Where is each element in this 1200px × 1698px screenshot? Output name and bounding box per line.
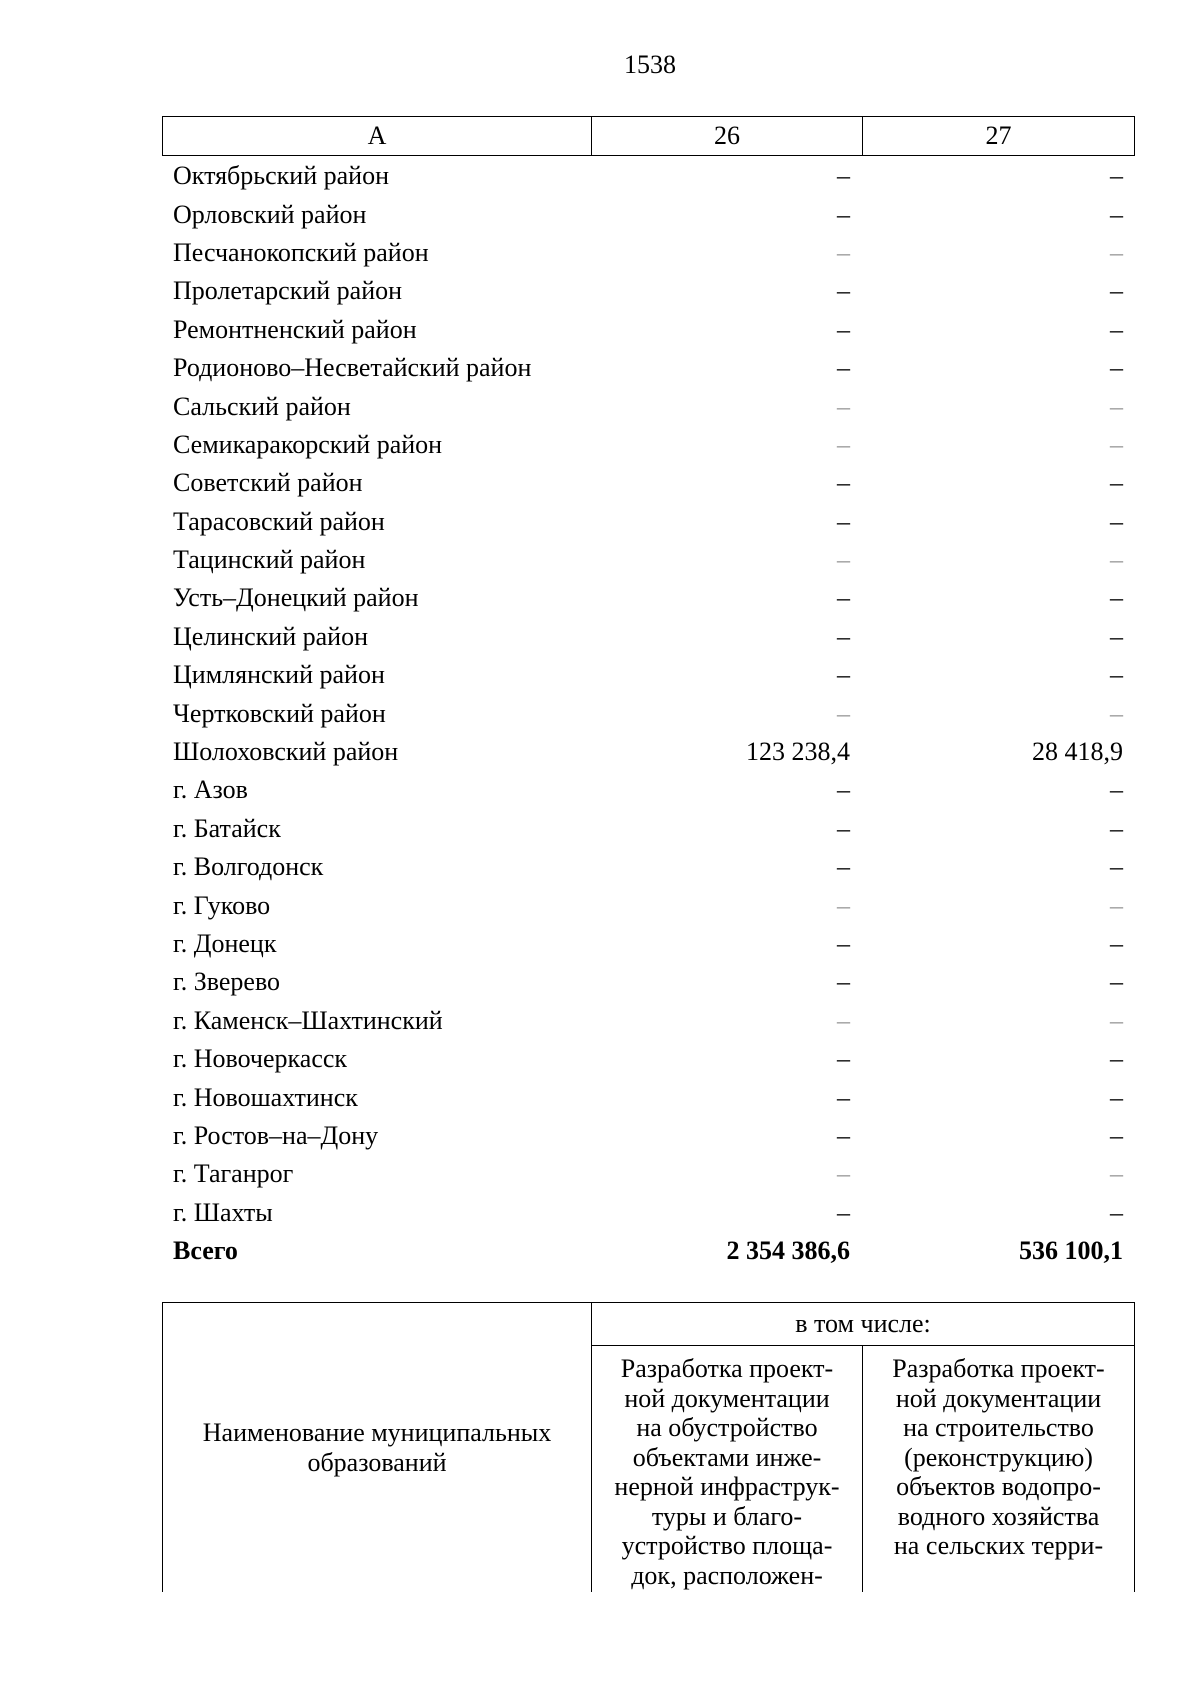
row-value-27: – [1110,1120,1123,1150]
row-name: Шолоховский район [173,737,399,767]
row-name: г. Гуково [173,890,271,920]
table2-subheaders [592,1346,1134,1592]
table-row [162,349,1135,387]
row-value-27: – [1110,813,1123,843]
table2-col-name-line: образований [307,1447,447,1477]
row-value-26: – [837,775,850,805]
row-value-26: – [837,660,850,690]
row-value-27: 536 100,1 [1019,1236,1123,1266]
table-row [162,195,1135,233]
row-value-27: – [1110,314,1123,344]
row-value-26: – [837,429,850,459]
subheader-line: на сельских терри- [893,1531,1104,1560]
row-value-26: – [837,1044,850,1074]
table-row [162,694,1135,732]
table-row [162,848,1135,886]
subheader-line: объектами инже- [632,1442,822,1472]
table-row [162,1002,1135,1040]
table-row [162,618,1135,656]
row-value-26: – [837,506,850,536]
row-value-27: – [1110,660,1123,690]
row-value-27: – [1110,353,1123,383]
row-value-26: – [837,1197,850,1227]
table-row [162,1117,1135,1155]
subheader-line: объектов водопро- [896,1472,1101,1501]
row-name: Сальский район [173,391,351,421]
row-name: Тарасовский район [173,506,385,536]
row-value-26: – [837,890,850,920]
table2-col-name-header [163,1303,592,1592]
row-value-27: – [1110,852,1123,882]
row-name: Целинский район [173,621,368,651]
row-value-27: – [1110,161,1123,191]
row-value-27: – [1110,1197,1123,1227]
table-row [162,963,1135,1001]
table-row [162,886,1135,924]
table1-header-col-27: 27 [985,121,1012,150]
row-value-27: – [1110,1082,1123,1112]
table-row [162,503,1135,541]
row-value-27: – [1110,545,1123,575]
row-value-27: – [1110,1044,1123,1074]
subheader-line: док, расположен- [631,1560,823,1590]
table2-subheader-1 [592,1346,863,1592]
table2-header [162,1302,1135,1592]
table1-total-row [162,1232,1135,1270]
row-name: Родионово–Несветайский район [173,353,532,383]
table2-subheader-2 [863,1346,1134,1592]
table1-body [162,157,1135,1270]
row-name: Тацинский район [173,545,366,575]
row-value-26: – [837,391,850,421]
table-row [162,656,1135,694]
row-value-27: – [1110,929,1123,958]
row-name: г. Донецк [173,929,277,958]
row-name: Ремонтненский район [173,314,417,344]
table-row [162,1155,1135,1193]
table-row [162,771,1135,809]
row-value-26: – [837,621,850,651]
row-value-26: – [837,929,850,958]
subheader-line: устройство площа- [621,1531,833,1560]
row-name: Чертковский район [173,698,386,728]
row-value-27: – [1110,429,1123,459]
row-name: г. Азов [173,775,248,805]
subheader-line: Разработка проект- [620,1354,834,1383]
subheader-line: водного хозяйства [897,1501,1100,1531]
row-value-27: – [1110,506,1123,536]
row-name: г. Зверево [173,967,281,997]
table-row [162,733,1135,771]
table-row [162,311,1135,349]
row-name: Советский район [173,468,363,498]
row-value-26: – [837,237,850,267]
row-name: г. Таганрог [173,1159,294,1189]
row-value-27: – [1110,276,1123,306]
table-row [162,579,1135,617]
row-value-26: – [837,314,850,344]
row-value-26: – [837,1120,850,1150]
row-name: г. Ростов–на–Дону [173,1120,379,1150]
row-value-26: – [837,353,850,383]
table2-col-name-line: Наименование муниципальных [202,1417,552,1447]
row-value-27: – [1110,698,1123,728]
row-value-26: – [837,276,850,306]
row-value-26: – [837,468,850,498]
subheader-line: на обустройство [636,1413,818,1442]
row-value-27: – [1110,1159,1123,1189]
row-value-27: – [1110,1005,1123,1035]
row-value-26: – [837,199,850,229]
row-value-27: 28 418,9 [1032,737,1123,767]
table2-group-header: в том числе: [592,1303,1134,1346]
table1-header [162,116,1135,156]
row-name: Орловский район [173,199,367,229]
table-row [162,426,1135,464]
row-name: г. Шахты [173,1197,273,1227]
table-row [162,272,1135,310]
subheader-line: на строительство [903,1413,1094,1442]
table-row [162,1194,1135,1232]
row-value-26: – [837,698,850,728]
row-value-26: 123 238,4 [746,737,850,767]
subheader-line: туры и благо- [651,1501,803,1531]
table-row [162,234,1135,272]
table-row [162,925,1135,963]
row-value-26: – [837,161,850,191]
row-value-26: – [837,852,850,882]
row-name: г. Новочеркасск [173,1044,348,1074]
row-value-27: – [1110,967,1123,997]
row-name: Всего [173,1236,238,1266]
table-row [162,157,1135,195]
row-name: г. Новошахтинск [173,1082,358,1112]
subheader-line: Разработка проект- [892,1354,1105,1383]
subheader-line: ной документации [895,1383,1102,1413]
table1-header-col-a: А [163,117,592,155]
row-name: Семикаракорский район [173,429,443,459]
subheader-line: нерной инфраструк- [614,1472,840,1501]
table-row [162,387,1135,425]
row-value-27: – [1110,391,1123,421]
row-value-27: – [1110,621,1123,651]
row-value-26: – [837,813,850,843]
row-value-27: – [1110,890,1123,920]
table-row [162,810,1135,848]
row-name: Октябрьский район [173,161,389,191]
row-value-26: – [837,1005,850,1035]
row-name: Песчанокопский район [173,237,429,267]
row-value-26: – [837,967,850,997]
table-row [162,1078,1135,1116]
row-value-26: – [837,583,850,613]
row-value-27: – [1110,775,1123,805]
row-name: г. Волгодонск [173,852,324,882]
table2-right-header [592,1303,1134,1592]
row-name: г. Батайск [173,813,281,843]
table-row [162,464,1135,502]
subheader-line: ной документации [624,1383,830,1413]
row-value-27: – [1110,199,1123,229]
page-number: 1538 [624,50,676,79]
row-value-26: – [837,545,850,575]
row-name: г. Каменск–Шахтинский [173,1005,443,1035]
subheader-line: (реконструкцию) [904,1442,1093,1472]
row-name: Цимлянский район [173,660,385,690]
row-value-27: – [1110,237,1123,267]
row-value-26: – [837,1159,850,1189]
table-row [162,541,1135,579]
row-name: Усть–Донецкий район [173,583,419,613]
row-value-26: 2 354 386,6 [726,1236,850,1266]
row-name: Пролетарский район [173,276,403,306]
row-value-27: – [1110,583,1123,613]
table1-header-col-26: 26 [592,117,863,155]
table-row [162,1040,1135,1078]
row-value-27: – [1110,468,1123,498]
row-value-26: – [837,1082,850,1112]
